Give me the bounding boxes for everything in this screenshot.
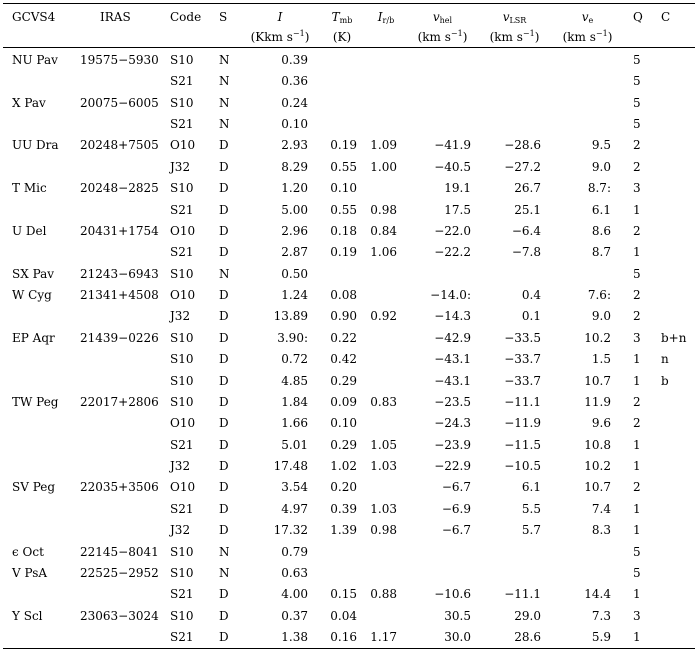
cell-gcvs: UU Dra — [12, 138, 59, 152]
header-vhel: $v_{hel}$ — [432, 10, 453, 25]
cell-vlsr: 0.4 — [521, 288, 541, 302]
cell-gcvs: W Cyg — [12, 288, 52, 302]
cell-iras: 22145−8041 — [80, 545, 159, 559]
cell-vhel: −22.2 — [434, 245, 471, 259]
header-code: Code — [170, 10, 202, 24]
cell-vhel: −24.3 — [434, 416, 471, 430]
cell-vhel: 30.0 — [444, 630, 471, 644]
cell-vhel: 30.5 — [444, 609, 471, 623]
cell-s: D — [219, 309, 229, 323]
cell-i: 0.63 — [281, 566, 308, 580]
cell-q: 1 — [633, 352, 641, 366]
cell-s: D — [219, 374, 229, 388]
cell-q: 2 — [633, 480, 641, 494]
cell-q: 1 — [633, 630, 641, 644]
cell-s: D — [219, 609, 229, 623]
cell-s: N — [219, 74, 230, 88]
cell-q: 5 — [633, 74, 641, 88]
cell-vhel: −6.7 — [441, 480, 471, 494]
cell-code: S10 — [170, 331, 194, 345]
cell-ve: 8.7 — [591, 245, 611, 259]
cell-irb: 1.03 — [370, 459, 397, 473]
cell-gcvs: SX Pav — [12, 267, 55, 281]
cell-vhel: −10.6 — [434, 587, 471, 601]
cell-vlsr: 29.0 — [514, 609, 541, 623]
cell-code: O10 — [170, 288, 196, 302]
cell-i: 1.38 — [281, 630, 308, 644]
header-iras: IRAS — [100, 10, 131, 24]
cell-iras: 22525−2952 — [80, 566, 159, 580]
cell-s: N — [219, 53, 230, 67]
cell-gcvs: T Mic — [12, 181, 47, 195]
cell-code: S10 — [170, 96, 194, 110]
cell-code: S21 — [170, 117, 194, 131]
cell-i: 0.79 — [281, 545, 308, 559]
cell-ve: 9.0 — [591, 309, 611, 323]
cell-i: 0.39 — [281, 53, 308, 67]
cell-irb: 1.00 — [370, 160, 397, 174]
cell-vlsr: 28.6 — [514, 630, 541, 644]
cell-q: 2 — [633, 138, 641, 152]
cell-tmb: 0.55 — [330, 203, 357, 217]
cell-tmb: 0.08 — [330, 288, 357, 302]
cell-ve: 7.6: — [587, 288, 611, 302]
cell-vlsr: −33.7 — [504, 352, 541, 366]
cell-code: S21 — [170, 438, 194, 452]
cell-s: D — [219, 352, 229, 366]
cell-irb: 0.84 — [370, 224, 397, 238]
cell-ve: 5.9 — [591, 630, 611, 644]
cell-vhel: −23.5 — [434, 395, 471, 409]
cell-q: 1 — [633, 523, 641, 537]
cell-tmb: 0.39 — [330, 502, 357, 516]
cell-i: 1.20 — [281, 181, 308, 195]
cell-irb: 1.17 — [370, 630, 397, 644]
cell-tmb: 0.04 — [330, 609, 357, 623]
cell-vhel: −22.9 — [434, 459, 471, 473]
cell-ve: 10.2 — [584, 459, 611, 473]
cell-q: 2 — [633, 416, 641, 430]
cell-gcvs: NU Pav — [12, 53, 58, 67]
cell-vhel: −41.9 — [434, 138, 471, 152]
cell-s: D — [219, 438, 229, 452]
cell-tmb: 0.42 — [330, 352, 357, 366]
cell-i: 2.96 — [281, 224, 308, 238]
cell-i: 17.48 — [273, 459, 308, 473]
header-vhel-unit: (km $s^{-1}$) — [417, 29, 468, 44]
cell-ve: 10.8 — [584, 438, 611, 452]
cell-i: 8.29 — [281, 160, 308, 174]
cell-c: b — [661, 374, 669, 388]
cell-gcvs: V PsA — [12, 566, 48, 580]
cell-gcvs: ϵ Oct — [12, 545, 44, 559]
cell-iras: 22035+3506 — [80, 480, 159, 494]
cell-vlsr: −28.6 — [504, 138, 541, 152]
cell-ve: 7.3 — [591, 609, 611, 623]
cell-s: D — [219, 523, 229, 537]
cell-c: n — [661, 352, 669, 366]
cell-vhel: −42.9 — [434, 331, 471, 345]
cell-gcvs: U Del — [12, 224, 47, 238]
cell-vhel: 19.1 — [444, 181, 471, 195]
cell-i: 0.50 — [281, 267, 308, 281]
cell-gcvs: X Pav — [12, 96, 46, 110]
cell-q: 5 — [633, 96, 641, 110]
cell-vlsr: −11.9 — [504, 416, 541, 430]
cell-code: O10 — [170, 138, 196, 152]
cell-tmb: 1.02 — [330, 459, 357, 473]
cell-s: N — [219, 267, 230, 281]
cell-i: 2.87 — [281, 245, 308, 259]
cell-s: N — [219, 566, 230, 580]
header-vlsr-unit: (km $s^{-1}$) — [489, 29, 540, 44]
cell-i: 4.85 — [281, 374, 308, 388]
cell-code: S10 — [170, 374, 194, 388]
cell-code: S10 — [170, 395, 194, 409]
cell-iras: 19575−5930 — [80, 53, 159, 67]
cell-i: 3.54 — [281, 480, 308, 494]
cell-tmb: 0.15 — [330, 587, 357, 601]
top-rule — [3, 3, 695, 4]
cell-q: 1 — [633, 245, 641, 259]
cell-s: D — [219, 160, 229, 174]
cell-vhel: −43.1 — [434, 352, 471, 366]
cell-irb: 0.92 — [370, 309, 397, 323]
cell-s: D — [219, 224, 229, 238]
cell-vlsr: 5.7 — [521, 523, 541, 537]
cell-iras: 20248+7505 — [80, 138, 159, 152]
cell-q: 1 — [633, 374, 641, 388]
cell-s: D — [219, 245, 229, 259]
cell-s: D — [219, 630, 229, 644]
cell-code: S21 — [170, 245, 194, 259]
cell-q: 5 — [633, 267, 641, 281]
cell-vhel: −43.1 — [434, 374, 471, 388]
cell-code: O10 — [170, 224, 196, 238]
cell-vhel: −6.7 — [441, 523, 471, 537]
cell-vlsr: −33.5 — [504, 331, 541, 345]
cell-i: 1.24 — [281, 288, 308, 302]
cell-i: 5.00 — [281, 203, 308, 217]
cell-code: S10 — [170, 609, 194, 623]
cell-irb: 0.98 — [370, 203, 397, 217]
cell-vlsr: −11.1 — [504, 587, 541, 601]
cell-irb: 1.03 — [370, 502, 397, 516]
cell-ve: 10.2 — [584, 331, 611, 345]
cell-iras: 20431+1754 — [80, 224, 159, 238]
cell-iras: 22017+2806 — [80, 395, 159, 409]
cell-irb: 0.98 — [370, 523, 397, 537]
cell-c: b+n — [661, 331, 687, 345]
cell-ve: 9.0 — [591, 160, 611, 174]
cell-gcvs: TW Peg — [12, 395, 59, 409]
cell-i: 0.24 — [281, 96, 308, 110]
cell-vlsr: −11.1 — [504, 395, 541, 409]
cell-q: 1 — [633, 459, 641, 473]
header-rule — [3, 47, 695, 48]
cell-code: S10 — [170, 181, 194, 195]
cell-gcvs: EP Aqr — [12, 331, 55, 345]
cell-code: S21 — [170, 74, 194, 88]
cell-s: D — [219, 181, 229, 195]
cell-iras: 20248−2825 — [80, 181, 159, 195]
cell-code: S10 — [170, 352, 194, 366]
cell-gcvs: Y Scl — [12, 609, 43, 623]
cell-q: 1 — [633, 587, 641, 601]
cell-vlsr: −7.8 — [511, 245, 541, 259]
cell-ve: 8.3 — [591, 523, 611, 537]
cell-i: 0.36 — [281, 74, 308, 88]
cell-tmb: 0.19 — [330, 245, 357, 259]
cell-s: D — [219, 480, 229, 494]
cell-s: D — [219, 395, 229, 409]
bottom-rule — [3, 648, 695, 649]
cell-code: J32 — [170, 160, 191, 174]
cell-vlsr: 0.1 — [521, 309, 541, 323]
cell-ve: 8.7: — [587, 181, 611, 195]
cell-q: 3 — [633, 609, 641, 623]
cell-vlsr: 25.1 — [514, 203, 541, 217]
cell-irb: 1.09 — [370, 138, 397, 152]
cell-tmb: 0.10 — [330, 181, 357, 195]
header-tmb: $T_{mb}$ — [331, 10, 353, 25]
cell-q: 5 — [633, 53, 641, 67]
cell-iras: 20075−6005 — [80, 96, 159, 110]
cell-code: S10 — [170, 566, 194, 580]
cell-tmb: 0.19 — [330, 138, 357, 152]
cell-tmb: 0.20 — [330, 480, 357, 494]
header-s: S — [219, 10, 228, 24]
cell-irb: 1.06 — [370, 245, 397, 259]
cell-irb: 0.83 — [370, 395, 397, 409]
cell-i: 4.00 — [281, 587, 308, 601]
cell-vlsr: −6.4 — [511, 224, 541, 238]
header-irb: $I_{r/b}$ — [377, 10, 395, 25]
cell-vhel: −40.5 — [434, 160, 471, 174]
cell-ve: 11.9 — [584, 395, 611, 409]
header-i: I — [277, 10, 283, 24]
cell-tmb: 0.22 — [330, 331, 357, 345]
cell-q: 1 — [633, 438, 641, 452]
cell-q: 3 — [633, 331, 641, 345]
cell-vlsr: 26.7 — [514, 181, 541, 195]
cell-i: 5.01 — [281, 438, 308, 452]
header-q: Q — [633, 10, 643, 24]
cell-tmb: 0.29 — [330, 438, 357, 452]
cell-vhel: 17.5 — [444, 203, 471, 217]
cell-code: O10 — [170, 480, 196, 494]
cell-code: J32 — [170, 523, 191, 537]
cell-code: S21 — [170, 587, 194, 601]
cell-tmb: 0.10 — [330, 416, 357, 430]
cell-tmb: 0.90 — [330, 309, 357, 323]
cell-iras: 21243−6943 — [80, 267, 159, 281]
cell-ve: 10.7 — [584, 480, 611, 494]
cell-i: 4.97 — [281, 502, 308, 516]
cell-code: J32 — [170, 459, 191, 473]
cell-q: 1 — [633, 203, 641, 217]
cell-q: 2 — [633, 395, 641, 409]
cell-vlsr: 5.5 — [521, 502, 541, 516]
cell-code: S21 — [170, 502, 194, 516]
cell-iras: 21439−0226 — [80, 331, 159, 345]
cell-vlsr: −27.2 — [504, 160, 541, 174]
cell-ve: 9.6 — [591, 416, 611, 430]
cell-ve: 6.1 — [591, 203, 611, 217]
cell-ve: 14.4 — [584, 587, 611, 601]
cell-i: 0.72 — [281, 352, 308, 366]
cell-q: 2 — [633, 160, 641, 174]
cell-tmb: 0.09 — [330, 395, 357, 409]
cell-s: D — [219, 288, 229, 302]
header-gcvs: GCVS4 — [12, 10, 56, 24]
cell-i: 0.10 — [281, 117, 308, 131]
cell-s: D — [219, 587, 229, 601]
cell-code: S10 — [170, 53, 194, 67]
cell-code: S10 — [170, 267, 194, 281]
cell-ve: 8.6 — [591, 224, 611, 238]
cell-code: S21 — [170, 203, 194, 217]
cell-i: 2.93 — [281, 138, 308, 152]
cell-tmb: 0.55 — [330, 160, 357, 174]
cell-i: 3.90: — [277, 331, 308, 345]
cell-s: N — [219, 117, 230, 131]
cell-vhel: −14.3 — [434, 309, 471, 323]
cell-i: 1.66 — [281, 416, 308, 430]
cell-q: 5 — [633, 117, 641, 131]
cell-iras: 23063−3024 — [80, 609, 159, 623]
cell-q: 3 — [633, 181, 641, 195]
cell-s: D — [219, 331, 229, 345]
cell-ve: 9.5 — [591, 138, 611, 152]
cell-ve: 1.5 — [591, 352, 611, 366]
cell-ve: 10.7 — [584, 374, 611, 388]
header-ve: $v_e$ — [581, 10, 594, 25]
header-tmb-unit: (K) — [332, 30, 352, 44]
cell-s: D — [219, 138, 229, 152]
cell-s: N — [219, 96, 230, 110]
cell-irb: 0.88 — [370, 587, 397, 601]
cell-ve: 7.4 — [591, 502, 611, 516]
cell-i: 0.37 — [281, 609, 308, 623]
cell-tmb: 0.29 — [330, 374, 357, 388]
cell-s: D — [219, 459, 229, 473]
header-ve-unit: (km $s^{-1}$) — [562, 29, 613, 44]
cell-q: 5 — [633, 545, 641, 559]
cell-code: S21 — [170, 630, 194, 644]
cell-s: D — [219, 203, 229, 217]
cell-vhel: −22.0 — [434, 224, 471, 238]
cell-i: 13.89 — [273, 309, 308, 323]
cell-code: O10 — [170, 416, 196, 430]
cell-q: 5 — [633, 566, 641, 580]
cell-gcvs: SV Peg — [12, 480, 56, 494]
cell-irb: 1.05 — [370, 438, 397, 452]
cell-s: N — [219, 545, 230, 559]
cell-vhel: −6.9 — [441, 502, 471, 516]
cell-vhel: −23.9 — [434, 438, 471, 452]
cell-q: 2 — [633, 309, 641, 323]
cell-vlsr: −11.5 — [504, 438, 541, 452]
cell-code: S10 — [170, 545, 194, 559]
cell-q: 2 — [633, 224, 641, 238]
cell-vlsr: −10.5 — [504, 459, 541, 473]
cell-i: 17.32 — [273, 523, 308, 537]
cell-tmb: 0.16 — [330, 630, 357, 644]
cell-tmb: 1.39 — [330, 523, 357, 537]
cell-s: D — [219, 416, 229, 430]
cell-s: D — [219, 502, 229, 516]
header-i-unit: (Kkm $s^{-1}$) — [250, 29, 310, 44]
cell-q: 2 — [633, 288, 641, 302]
cell-iras: 21341+4508 — [80, 288, 159, 302]
cell-vhel: −14.0: — [430, 288, 471, 302]
cell-code: J32 — [170, 309, 191, 323]
header-c: C — [661, 10, 671, 24]
cell-q: 1 — [633, 502, 641, 516]
header-vlsr: $v_{LSR}$ — [502, 10, 527, 25]
cell-vlsr: −33.7 — [504, 374, 541, 388]
cell-vlsr: 6.1 — [521, 480, 541, 494]
cell-i: 1.84 — [281, 395, 308, 409]
cell-tmb: 0.18 — [330, 224, 357, 238]
